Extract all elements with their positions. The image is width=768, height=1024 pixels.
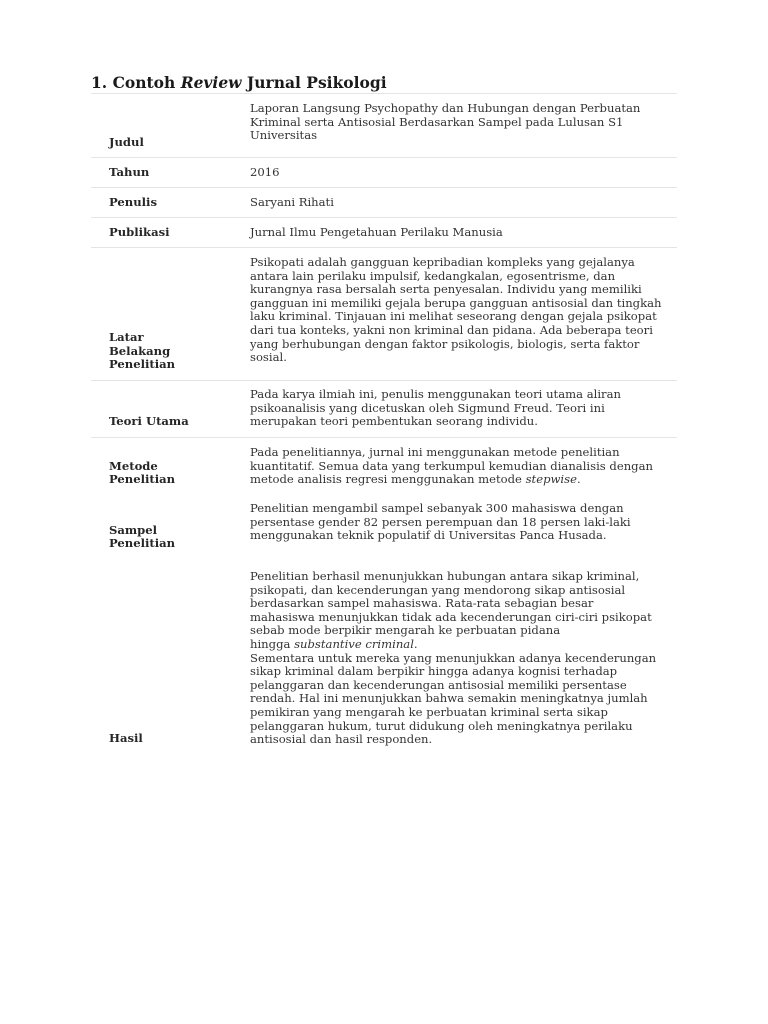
value-line: sosial. bbox=[250, 350, 287, 365]
table-row-teori-utama bbox=[91, 381, 677, 438]
value-line bbox=[250, 473, 677, 487]
page-title bbox=[91, 73, 387, 92]
value-line: Psikopati adalah gangguan kepribadian kompleks yang gejalanya bbox=[250, 255, 635, 269]
value-line: laku kriminal. Tinjauan ini melihat seseorang dengan gejala psikopat bbox=[250, 309, 657, 324]
row-label bbox=[91, 158, 250, 188]
review-table bbox=[91, 93, 677, 747]
value-text: . bbox=[413, 636, 418, 651]
row-value bbox=[250, 158, 677, 188]
value-line: berdasarkan sampel mahasiswa. Rata-rata sebagian besar bbox=[250, 596, 594, 611]
value-line: menggunakan teknik populatif di Universitas Panca Husada. bbox=[250, 528, 607, 543]
table-row-sampel bbox=[91, 495, 677, 559]
page-title-suffix: Jurnal Psikologi bbox=[241, 73, 387, 92]
row-value bbox=[250, 188, 677, 218]
table-row-metode bbox=[91, 438, 677, 496]
value-line: yang berhubungan dengan faktor psikologis, biologis, serta faktor bbox=[250, 336, 640, 351]
row-label bbox=[91, 218, 250, 248]
row-label-text: Penelitian bbox=[109, 536, 176, 551]
page-title-italic: Review bbox=[180, 73, 242, 92]
row-label bbox=[91, 559, 250, 747]
value-text-italic: stepwise bbox=[525, 472, 577, 487]
row-label-text: Tahun bbox=[109, 164, 150, 179]
page-title-prefix: 1. Contoh bbox=[91, 73, 181, 92]
value-line: pelanggaran dan kecenderungan antisosial memiliki persentase bbox=[250, 677, 627, 692]
row-value bbox=[250, 438, 677, 496]
value-line: kuantitatif. Semua data yang terkumpul kemudian dianalisis dengan bbox=[250, 458, 653, 473]
row-label-text: Teori Utama bbox=[109, 414, 189, 429]
row-label-text: Hasil bbox=[109, 731, 143, 746]
row-value bbox=[250, 381, 677, 438]
value-line: sikap kriminal dalam berpikir hingga adanya kognisi terhadap bbox=[250, 664, 618, 679]
table-row-judul bbox=[91, 94, 677, 158]
value-line: Kriminal serta Antisosial Berdasarkan Sampel pada Lulusan S1 bbox=[250, 114, 624, 129]
table-row-tahun bbox=[91, 158, 677, 188]
row-label-text: Penulis bbox=[109, 194, 157, 209]
row-label bbox=[91, 248, 250, 381]
row-value bbox=[250, 218, 677, 248]
table-row-penulis bbox=[91, 188, 677, 218]
row-value bbox=[250, 94, 677, 158]
row-label-text: Judul bbox=[109, 135, 144, 150]
row-label-text: Belakang bbox=[109, 343, 171, 358]
value-line: sebab mode berpikir mengarah ke perbuatan pidana bbox=[250, 623, 561, 638]
table-row-publikasi bbox=[91, 218, 677, 248]
value-line: antara lain perilaku impulsif, kedangkalan, egosentrisme, dan bbox=[250, 268, 616, 283]
row-value bbox=[250, 248, 677, 381]
value-line: merupakan teori pembentukan seorang individu. bbox=[250, 414, 538, 429]
value-line: Sementara untuk mereka yang menunjukkan adanya kecenderungan bbox=[250, 650, 657, 665]
row-label bbox=[91, 94, 250, 158]
row-label-text: Metode bbox=[109, 458, 158, 473]
value-line: mahasiswa menunjukkan tidak ada kecenderungan ciri-ciri psikopat bbox=[250, 609, 652, 624]
row-label bbox=[91, 381, 250, 438]
value-line: Penelitian mengambil sampel sebanyak 300 mahasiswa dengan bbox=[250, 501, 624, 515]
value-line: Saryani Rihati bbox=[250, 194, 334, 209]
value-line: rendah. Hal ini menunjukkan bahwa semakin meningkatnya jumlah bbox=[250, 691, 648, 706]
value-line: psikopati, dan kecenderungan yang mendorong sikap antisosial bbox=[250, 582, 626, 597]
value-line: Pada penelitiannya, jurnal ini menggunakan metode penelitian bbox=[250, 445, 620, 459]
row-label bbox=[91, 188, 250, 218]
value-line: persentase gender 82 persen perempuan dan 18 persen laki-laki bbox=[250, 514, 631, 529]
row-label-text: Penelitian bbox=[109, 357, 176, 372]
row-label-text: Publikasi bbox=[109, 224, 170, 239]
value-line: kurangnya rasa bersalah serta penyesalan. Individu yang memiliki bbox=[250, 282, 642, 297]
value-text: . bbox=[576, 472, 581, 487]
value-line: pemikiran yang mengarah ke perbuatan kriminal serta sikap bbox=[250, 704, 608, 719]
row-label-text: Penelitian bbox=[109, 472, 176, 487]
value-line: Jurnal Ilmu Pengetahuan Perilaku Manusia bbox=[250, 224, 503, 239]
row-value bbox=[250, 495, 677, 559]
value-line: Laporan Langsung Psychopathy dan Hubungan dengan Perbuatan bbox=[250, 101, 641, 115]
value-line: pelanggaran hukum, turut didukung oleh meningkatnya perilaku bbox=[250, 718, 633, 733]
value-text-italic: substantive criminal bbox=[294, 636, 414, 651]
value-line: psikoanalisis yang dicetuskan oleh Sigmund Freud. Teori ini bbox=[250, 400, 605, 415]
row-label bbox=[91, 495, 250, 559]
table-row-hasil bbox=[91, 559, 677, 747]
value-text: hingga bbox=[250, 636, 295, 651]
value-line bbox=[250, 638, 677, 652]
value-line: gangguan ini memiliki gejala berupa gangguan antisosial dan tingkah bbox=[250, 295, 662, 310]
value-line: Penelitian berhasil menunjukkan hubungan antara sikap kriminal, bbox=[250, 569, 640, 583]
row-value bbox=[250, 559, 677, 747]
value-line: Pada karya ilmiah ini, penulis menggunakan teori utama aliran bbox=[250, 387, 621, 401]
value-line: dari tua konteks, yakni non kriminal dan pidana. Ada beberapa teori bbox=[250, 322, 653, 337]
value-line: 2016 bbox=[250, 164, 280, 179]
table-row-latar-belakang bbox=[91, 248, 677, 381]
value-line: Universitas bbox=[250, 128, 318, 143]
row-label-text: Latar bbox=[109, 330, 144, 345]
row-label bbox=[91, 438, 250, 496]
row-label-text: Sampel bbox=[109, 522, 158, 537]
value-text: metode analisis regresi menggunakan metode bbox=[250, 472, 526, 487]
value-line: antisosial dan hasil responden. bbox=[250, 732, 433, 747]
